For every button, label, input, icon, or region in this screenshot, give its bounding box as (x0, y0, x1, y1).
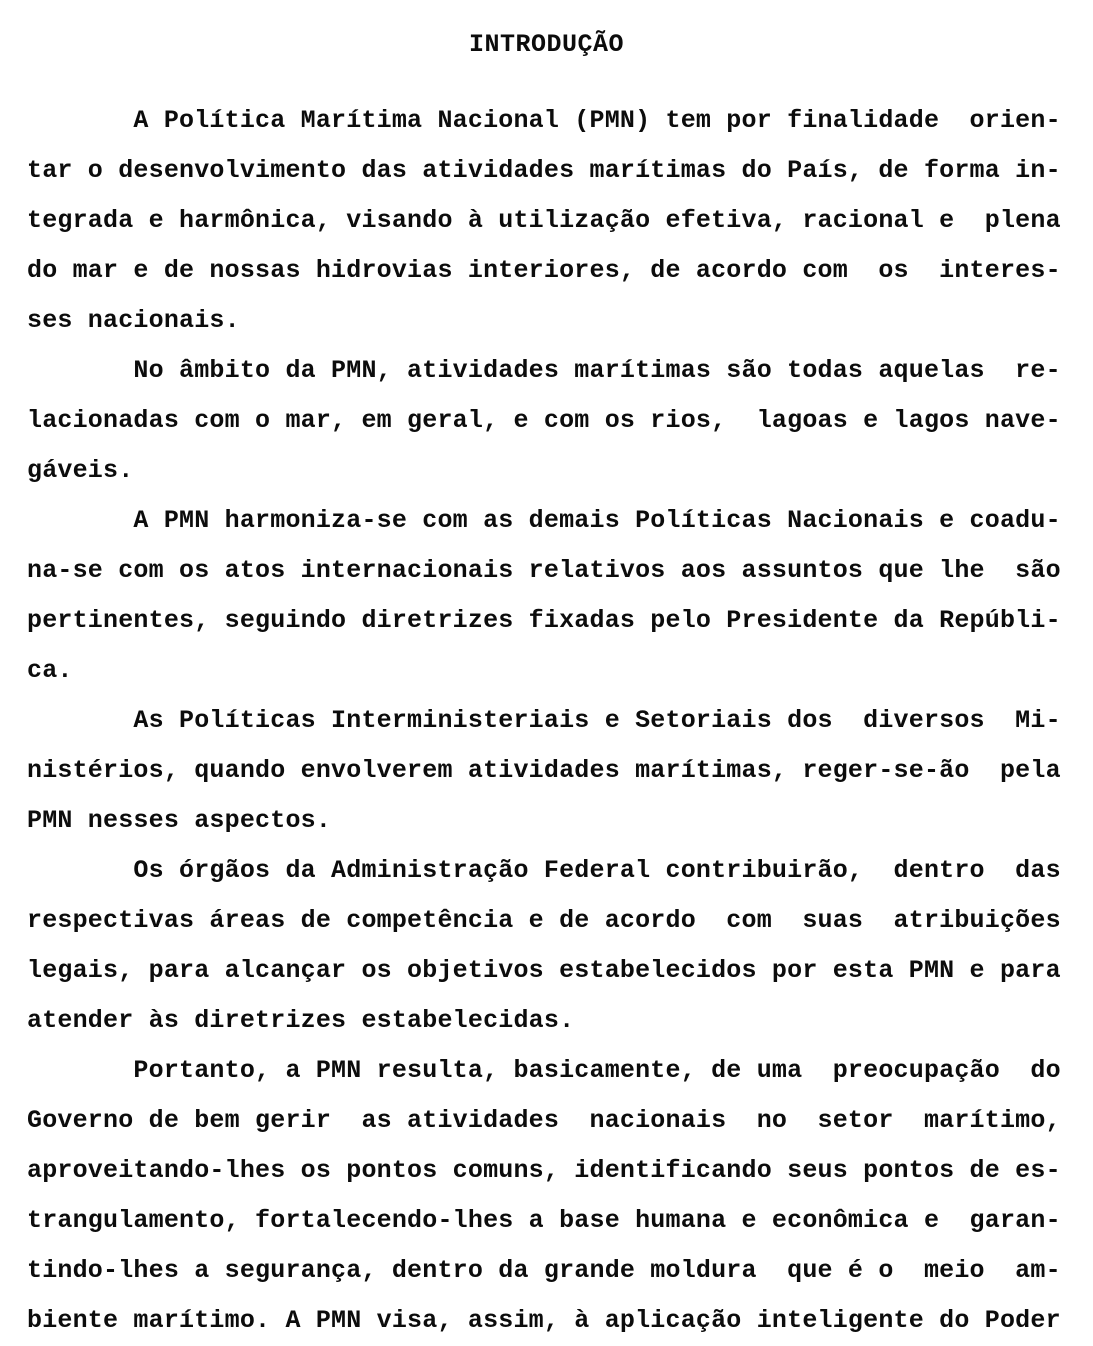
paragraph (27, 846, 1066, 1046)
document-title: INTRODUÇÃO (468, 30, 625, 59)
text-line: A Política Marítima Nacional (PMN) tem por finalidade orien- (27, 106, 1061, 135)
text-line: No âmbito da PMN, atividades marítimas são todas aquelas re- (27, 356, 1061, 385)
paragraph (27, 496, 1066, 696)
text-line: respectivas áreas de competência e de acordo com suas atribuições (27, 906, 1061, 935)
text-line: atender às diretrizes estabelecidas. (27, 1006, 575, 1035)
text-line: Portanto, a PMN resulta, basicamente, de uma preocupação do (27, 1056, 1061, 1085)
text-line: do mar e de nossas hidrovias interiores, de acordo com os interes- (27, 256, 1061, 285)
paragraph (27, 1046, 1066, 1346)
text-line: As Políticas Interministeriais e Setoriais dos diversos Mi- (27, 706, 1061, 735)
text-line: tar o desenvolvimento das atividades marítimas do País, de forma in- (27, 156, 1061, 185)
text-line: Governo de bem gerir as atividades nacionais no setor marítimo, (27, 1106, 1061, 1135)
text-line: legais, para alcançar os objetivos estabelecidos por esta PMN e para (27, 956, 1061, 985)
text-line: tindo-lhes a segurança, dentro da grande moldura que é o meio am- (27, 1256, 1061, 1285)
paragraph (27, 346, 1066, 496)
text-line: lacionadas com o mar, em geral, e com os rios, lagoas e lagos nave- (27, 406, 1061, 435)
text-line: gáveis. (27, 456, 134, 485)
text-line: ca. (27, 656, 73, 685)
paragraph (27, 96, 1066, 346)
text-line: aproveitando-lhes os pontos comuns, identificando seus pontos de es- (27, 1156, 1061, 1185)
text-line: ses nacionais. (27, 306, 240, 335)
text-line: tegrada e harmônica, visando à utilização efetiva, racional e plena (27, 206, 1061, 235)
text-line: pertinentes, seguindo diretrizes fixadas pelo Presidente da Repúbli- (27, 606, 1061, 635)
text-line: Os órgãos da Administração Federal contribuirão, dentro das (27, 856, 1061, 885)
text-line: trangulamento, fortalecendo-lhes a base humana e econômica e garan- (27, 1206, 1061, 1235)
text-line: na-se com os atos internacionais relativos aos assuntos que lhe são (27, 556, 1061, 585)
text-line: PMN nesses aspectos. (27, 806, 332, 835)
paragraph (27, 696, 1066, 846)
text-line: A PMN harmoniza-se com as demais Políticas Nacionais e coadu- (27, 506, 1061, 535)
text-line: biente marítimo. A PMN visa, assim, à aplicação inteligente do Poder (27, 1306, 1061, 1335)
document-body (27, 96, 1066, 1346)
text-line: nistérios, quando envolverem atividades marítimas, reger-se-ão pela (27, 756, 1061, 785)
